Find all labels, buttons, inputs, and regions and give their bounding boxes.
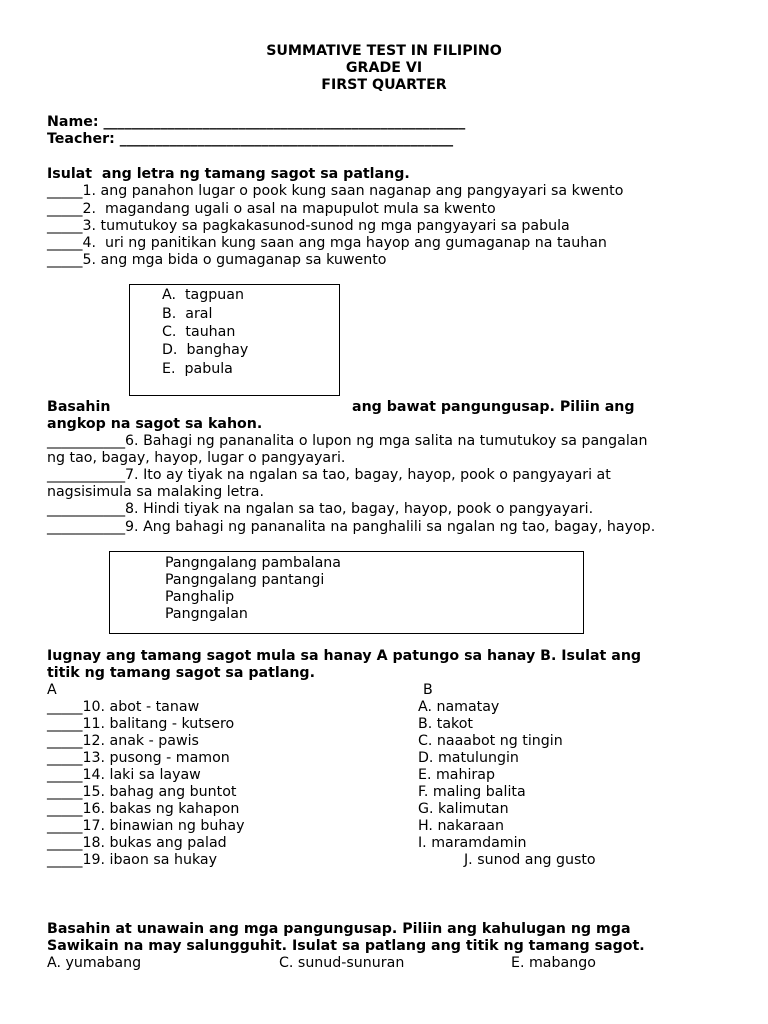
question-7-cont: nagsisimula sa malaking letra. bbox=[47, 484, 264, 500]
name-field: Name: ___________________________________________________ bbox=[47, 114, 466, 130]
part4-choice-c: C. sunud-sunuran bbox=[279, 955, 405, 971]
question-7: ___________7. Ito ay tiyak na ngalan sa tao, bagay, hayop, pook o pangyayari at bbox=[47, 467, 611, 483]
question-9: ___________9. Ang bahagi ng pananalita na panghalili sa ngalan ng tao, bagay, hayop. bbox=[47, 519, 656, 535]
answer-c: C. naaabot ng tingin bbox=[418, 733, 563, 749]
test-title: SUMMATIVE TEST IN FILIPINO bbox=[266, 43, 502, 59]
answer-g: G. kalimutan bbox=[418, 801, 509, 817]
part1-choice-c: C. tauhan bbox=[162, 324, 236, 340]
question-5: _____5. ang mga bida o gumaganap sa kuwento bbox=[47, 252, 387, 268]
part1-choice-d: D. banghay bbox=[162, 342, 249, 358]
teacher-field: Teacher: _______________________________________________ bbox=[47, 131, 454, 147]
question-12: _____12. anak - pawis bbox=[47, 733, 199, 749]
question-18: _____18. bukas ang palad bbox=[47, 835, 227, 851]
part2-instruction-cont: angkop na sagot sa kahon. bbox=[47, 416, 263, 432]
column-a-header: A bbox=[47, 682, 57, 698]
question-16: _____16. bakas ng kahapon bbox=[47, 801, 240, 817]
part4-instruction-cont: Sawikain na may salungguhit. Isulat sa patlang ang titik ng tamang sagot. bbox=[47, 938, 645, 954]
grade-level: GRADE VI bbox=[345, 60, 423, 76]
answer-i: I. maramdamin bbox=[418, 835, 527, 851]
quarter-label: FIRST QUARTER bbox=[321, 77, 447, 93]
question-11: _____11. balitang - kutsero bbox=[47, 716, 235, 732]
part1-choice-b: B. aral bbox=[162, 306, 213, 322]
part2-choice-3: Panghalip bbox=[165, 589, 235, 605]
part1-choice-e: E. pabula bbox=[162, 361, 233, 377]
part4-instruction: Basahin at unawain ang mga pangungusap. Piliin ang kahulugan ng mga bbox=[47, 921, 631, 937]
question-8: ___________8. Hindi tiyak na ngalan sa tao, bagay, hayop, pook o pangyayari. bbox=[47, 501, 594, 517]
question-6: ___________6. Bahagi ng pananalita o lupon ng mga salita na tumutukoy sa pangalan bbox=[47, 433, 648, 449]
answer-b: B. takot bbox=[418, 716, 473, 732]
part3-instruction-cont: titik ng tamang sagot sa patlang. bbox=[47, 665, 315, 681]
part1-choice-a: A. tagpuan bbox=[162, 287, 244, 303]
part4-choice-e: E. mabango bbox=[511, 955, 596, 971]
question-10: _____10. abot - tanaw bbox=[47, 699, 200, 715]
answer-h: H. nakaraan bbox=[418, 818, 504, 834]
question-2: _____2. magandang ugali o asal na mapupulot mula sa kwento bbox=[47, 201, 496, 217]
part2-instruction-start: Basahin bbox=[47, 399, 111, 415]
part3-instruction: Iugnay ang tamang sagot mula sa hanay A patungo sa hanay B. Isulat ang bbox=[47, 648, 642, 664]
column-b-header: B bbox=[423, 682, 433, 698]
answer-e: E. mahirap bbox=[418, 767, 495, 783]
question-4: _____4. uri ng panitikan kung saan ang mga hayop ang gumaganap na tauhan bbox=[47, 235, 607, 251]
question-3: _____3. tumutukoy sa pagkakasunod-sunod ng mga pangyayari sa pabula bbox=[47, 218, 570, 234]
answer-a: A. namatay bbox=[418, 699, 500, 715]
part1-instruction: Isulat ang letra ng tamang sagot sa patlang. bbox=[47, 166, 410, 182]
part4-choice-a: A. yumabang bbox=[47, 955, 142, 971]
answer-f: F. maling balita bbox=[418, 784, 526, 800]
question-6-cont: ng tao, bagay, hayop, lugar o pangyayari. bbox=[47, 450, 346, 466]
question-1: _____1. ang panahon lugar o pook kung saan naganap ang pangyayari sa kwento bbox=[47, 183, 624, 199]
answer-d: D. matulungin bbox=[418, 750, 519, 766]
part2-choice-4: Pangngalan bbox=[165, 606, 248, 622]
question-19: _____19. ibaon sa hukay bbox=[47, 852, 218, 868]
question-14: _____14. laki sa layaw bbox=[47, 767, 201, 783]
question-17: _____17. binawian ng buhay bbox=[47, 818, 245, 834]
question-15: _____15. bahag ang buntot bbox=[47, 784, 237, 800]
answer-j: J. sunod ang gusto bbox=[464, 852, 596, 868]
part2-choice-2: Pangngalang pantangi bbox=[165, 572, 325, 588]
part2-instruction-end: ang bawat pangungusap. Piliin ang bbox=[352, 399, 635, 415]
part2-choice-1: Pangngalang pambalana bbox=[165, 555, 341, 571]
question-13: _____13. pusong - mamon bbox=[47, 750, 230, 766]
